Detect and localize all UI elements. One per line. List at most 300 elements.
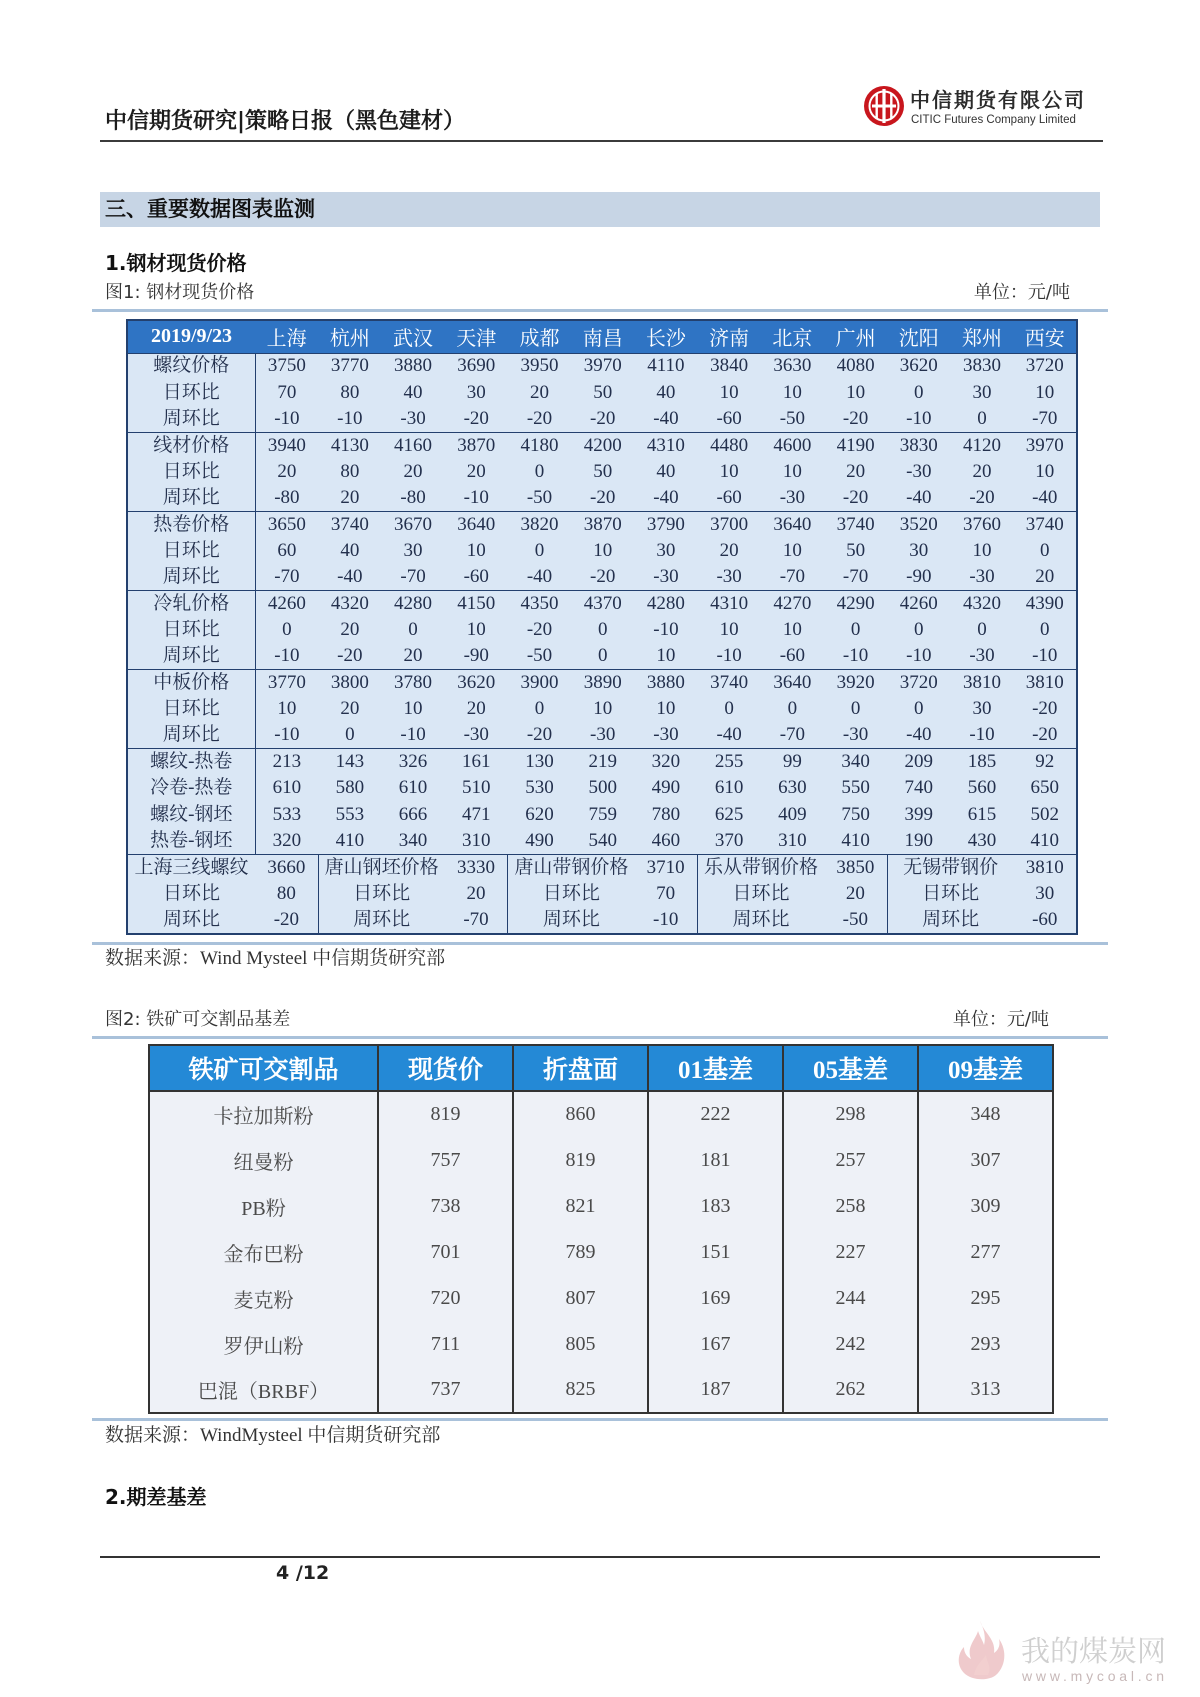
price-value-cell: 10 bbox=[824, 379, 887, 405]
price-value-cell: 0 bbox=[381, 617, 444, 643]
price-value-cell: 10 bbox=[761, 379, 824, 405]
price-value-cell: 0 bbox=[698, 696, 761, 722]
price-value-cell: -50 bbox=[761, 406, 824, 432]
price-value-cell: 3740 bbox=[318, 511, 381, 537]
price-value-cell: 3830 bbox=[887, 432, 950, 458]
extra-label-cell: 日环比 bbox=[698, 881, 824, 907]
price-value-cell: 4160 bbox=[381, 432, 444, 458]
price-value-cell: -80 bbox=[255, 485, 318, 511]
price-value-cell: 430 bbox=[950, 828, 1013, 854]
steel-extra-row bbox=[127, 881, 1077, 907]
price-value-cell: 20 bbox=[445, 459, 508, 485]
subsection-heading-spread: 2.期差基差 bbox=[105, 1485, 207, 1509]
ore-value-cell: 738 bbox=[378, 1183, 513, 1229]
price-value-cell: 4320 bbox=[318, 591, 381, 617]
price-value-cell: 40 bbox=[634, 379, 697, 405]
price-value-cell: 4480 bbox=[698, 432, 761, 458]
price-value-cell: 610 bbox=[381, 775, 444, 801]
extra-label-cell: 周环比 bbox=[127, 907, 255, 933]
steel-extra-row bbox=[127, 854, 1077, 880]
price-value-cell: 20 bbox=[950, 459, 1013, 485]
price-value-cell: -20 bbox=[1014, 722, 1077, 748]
price-value-cell: 30 bbox=[950, 696, 1013, 722]
price-value-cell: 340 bbox=[824, 749, 887, 775]
extra-value-cell: -10 bbox=[634, 907, 697, 933]
price-value-cell: -30 bbox=[761, 485, 824, 511]
extra-label-cell: 乐从带钢价格 bbox=[698, 854, 824, 880]
price-value-cell: -60 bbox=[698, 406, 761, 432]
price-value-cell: 4200 bbox=[571, 432, 634, 458]
ore-value-cell: 860 bbox=[513, 1091, 648, 1137]
figure-unit-ore: 单位：元/吨 bbox=[952, 1009, 1049, 1030]
price-value-cell: 10 bbox=[634, 696, 697, 722]
ore-header-cell: 01基差 bbox=[648, 1045, 783, 1091]
price-value-cell: -10 bbox=[950, 722, 1013, 748]
price-value-cell: 320 bbox=[255, 828, 318, 854]
ore-table-row bbox=[149, 1183, 1053, 1229]
price-value-cell: 10 bbox=[571, 538, 634, 564]
ore-name-cell: 罗伊山粉 bbox=[149, 1321, 378, 1367]
extra-label-cell: 上海三线螺纹 bbox=[127, 854, 255, 880]
price-value-cell: 3900 bbox=[508, 670, 571, 696]
date-header-cell: 2019/9/23 bbox=[127, 320, 255, 353]
extra-value-cell: -50 bbox=[824, 907, 887, 933]
city-header-cell: 杭州 bbox=[318, 320, 381, 353]
price-value-cell: 0 bbox=[824, 696, 887, 722]
price-value-cell: 500 bbox=[571, 775, 634, 801]
row-label-cell: 周环比 bbox=[127, 564, 255, 590]
row-label-cell: 线材价格 bbox=[127, 432, 255, 458]
price-value-cell: 4270 bbox=[761, 591, 824, 617]
extra-value-cell: 70 bbox=[634, 881, 697, 907]
price-value-cell: 610 bbox=[255, 775, 318, 801]
steel-table-row bbox=[127, 591, 1077, 617]
price-value-cell: 4280 bbox=[381, 591, 444, 617]
price-value-cell: 0 bbox=[508, 696, 571, 722]
ore-value-cell: 169 bbox=[648, 1275, 783, 1321]
ore-value-cell: 720 bbox=[378, 1275, 513, 1321]
ore-value-cell: 825 bbox=[513, 1367, 648, 1413]
price-value-cell: -30 bbox=[634, 564, 697, 590]
price-value-cell: -30 bbox=[634, 722, 697, 748]
ore-table-row bbox=[149, 1275, 1053, 1321]
steel-table-row bbox=[127, 485, 1077, 511]
price-value-cell: 320 bbox=[634, 749, 697, 775]
extra-value-cell: 20 bbox=[445, 881, 508, 907]
price-value-cell: -30 bbox=[824, 722, 887, 748]
price-value-cell: 0 bbox=[887, 617, 950, 643]
price-value-cell: 3520 bbox=[887, 511, 950, 537]
city-header-cell: 沈阳 bbox=[887, 320, 950, 353]
price-value-cell: 615 bbox=[950, 802, 1013, 828]
price-value-cell: 185 bbox=[950, 749, 1013, 775]
data-source-note-ore: 数据来源：WindMysteel 中信期货研究部 bbox=[105, 1425, 441, 1446]
price-value-cell: 3620 bbox=[445, 670, 508, 696]
ore-name-cell: 巴混（BRBF） bbox=[149, 1367, 378, 1413]
price-value-cell: 4180 bbox=[508, 432, 571, 458]
extra-value-cell: -70 bbox=[445, 907, 508, 933]
price-value-cell: 10 bbox=[950, 538, 1013, 564]
price-value-cell: 0 bbox=[318, 722, 381, 748]
price-value-cell: 10 bbox=[698, 459, 761, 485]
ore-name-cell: 纽曼粉 bbox=[149, 1137, 378, 1183]
price-value-cell: 3880 bbox=[381, 353, 444, 379]
ore-value-cell: 701 bbox=[378, 1229, 513, 1275]
price-value-cell: 3640 bbox=[761, 511, 824, 537]
extra-value-cell: 30 bbox=[1014, 881, 1077, 907]
price-value-cell: 560 bbox=[950, 775, 1013, 801]
price-value-cell: -10 bbox=[824, 643, 887, 669]
price-value-cell: 3770 bbox=[255, 670, 318, 696]
steel-table-header bbox=[127, 320, 1077, 353]
steel-table-row bbox=[127, 749, 1077, 775]
price-value-cell: -90 bbox=[445, 643, 508, 669]
extra-value-cell: -20 bbox=[255, 907, 318, 933]
ore-value-cell: 187 bbox=[648, 1367, 783, 1413]
price-value-cell: 3760 bbox=[950, 511, 1013, 537]
price-value-cell: -10 bbox=[255, 722, 318, 748]
price-value-cell: 20 bbox=[1014, 564, 1077, 590]
price-value-cell: 3890 bbox=[571, 670, 634, 696]
price-value-cell: -80 bbox=[381, 485, 444, 511]
row-label-cell: 螺纹-热卷 bbox=[127, 749, 255, 775]
price-value-cell: 143 bbox=[318, 749, 381, 775]
steel-spot-price-table bbox=[126, 319, 1078, 935]
row-label-cell: 冷轧价格 bbox=[127, 591, 255, 617]
price-value-cell: 10 bbox=[381, 696, 444, 722]
price-value-cell: -40 bbox=[634, 406, 697, 432]
city-header-cell: 西安 bbox=[1014, 320, 1077, 353]
price-value-cell: 20 bbox=[698, 538, 761, 564]
price-value-cell: 3780 bbox=[381, 670, 444, 696]
price-value-cell: 3810 bbox=[950, 670, 1013, 696]
report-title: 中信期货研究|策略日报（黑色建材） bbox=[105, 109, 466, 134]
price-value-cell: 4260 bbox=[255, 591, 318, 617]
city-header-cell: 郑州 bbox=[950, 320, 1013, 353]
price-value-cell: 80 bbox=[318, 459, 381, 485]
price-value-cell: -20 bbox=[571, 485, 634, 511]
price-value-cell: 490 bbox=[508, 828, 571, 854]
row-label-cell: 周环比 bbox=[127, 406, 255, 432]
price-value-cell: 3640 bbox=[761, 670, 824, 696]
extra-value-cell: 80 bbox=[255, 881, 318, 907]
ore-value-cell: 819 bbox=[513, 1137, 648, 1183]
price-value-cell: 510 bbox=[445, 775, 508, 801]
price-value-cell: 3670 bbox=[381, 511, 444, 537]
price-value-cell: 3810 bbox=[1014, 670, 1077, 696]
ore-value-cell: 295 bbox=[918, 1275, 1053, 1321]
price-value-cell: 0 bbox=[824, 617, 887, 643]
price-value-cell: 533 bbox=[255, 802, 318, 828]
extra-value-cell: 3330 bbox=[445, 854, 508, 880]
price-value-cell: 161 bbox=[445, 749, 508, 775]
ore-value-cell: 293 bbox=[918, 1321, 1053, 1367]
price-value-cell: -20 bbox=[508, 406, 571, 432]
price-value-cell: -30 bbox=[887, 459, 950, 485]
ore-value-cell: 227 bbox=[783, 1229, 918, 1275]
citic-logo bbox=[863, 85, 905, 127]
price-value-cell: -20 bbox=[571, 564, 634, 590]
price-value-cell: 0 bbox=[571, 643, 634, 669]
row-label-cell: 日环比 bbox=[127, 379, 255, 405]
ore-table-row bbox=[149, 1091, 1053, 1137]
extra-label-cell: 周环比 bbox=[508, 907, 634, 933]
price-value-cell: 553 bbox=[318, 802, 381, 828]
price-value-cell: 99 bbox=[761, 749, 824, 775]
ore-table-row bbox=[149, 1321, 1053, 1367]
price-value-cell: 213 bbox=[255, 749, 318, 775]
row-label-cell: 冷卷-热卷 bbox=[127, 775, 255, 801]
price-value-cell: 3630 bbox=[761, 353, 824, 379]
extra-label-cell: 日环比 bbox=[508, 881, 634, 907]
ore-name-cell: 金布巴粉 bbox=[149, 1229, 378, 1275]
ore-name-cell: PB粉 bbox=[149, 1183, 378, 1229]
price-value-cell: 310 bbox=[761, 828, 824, 854]
price-value-cell: 10 bbox=[761, 459, 824, 485]
price-value-cell: 3830 bbox=[950, 353, 1013, 379]
ore-value-cell: 181 bbox=[648, 1137, 783, 1183]
ore-name-cell: 卡拉加斯粉 bbox=[149, 1091, 378, 1137]
price-value-cell: 20 bbox=[318, 485, 381, 511]
price-value-cell: 0 bbox=[950, 617, 1013, 643]
ore-value-cell: 151 bbox=[648, 1229, 783, 1275]
price-value-cell: 20 bbox=[824, 459, 887, 485]
price-value-cell: 3950 bbox=[508, 353, 571, 379]
price-value-cell: 4130 bbox=[318, 432, 381, 458]
price-value-cell: 3740 bbox=[1014, 511, 1077, 537]
extra-value-cell: 3850 bbox=[824, 854, 887, 880]
price-value-cell: -20 bbox=[445, 406, 508, 432]
steel-table-row bbox=[127, 722, 1077, 748]
row-label-cell: 螺纹-钢坯 bbox=[127, 802, 255, 828]
ore-name-cell: 麦克粉 bbox=[149, 1275, 378, 1321]
page-number: 4 /12 bbox=[276, 1562, 330, 1584]
price-value-cell: 50 bbox=[824, 538, 887, 564]
price-value-cell: -60 bbox=[445, 564, 508, 590]
price-value-cell: -10 bbox=[887, 406, 950, 432]
price-value-cell: 3800 bbox=[318, 670, 381, 696]
price-value-cell: 219 bbox=[571, 749, 634, 775]
row-label-cell: 周环比 bbox=[127, 485, 255, 511]
city-header-cell: 长沙 bbox=[634, 320, 697, 353]
row-label-cell: 日环比 bbox=[127, 459, 255, 485]
iron-ore-basis-table bbox=[148, 1044, 1054, 1414]
price-value-cell: 610 bbox=[698, 775, 761, 801]
ore-value-cell: 348 bbox=[918, 1091, 1053, 1137]
price-value-cell: 10 bbox=[634, 643, 697, 669]
row-label-cell: 日环比 bbox=[127, 617, 255, 643]
price-value-cell: 0 bbox=[950, 406, 1013, 432]
price-value-cell: 3620 bbox=[887, 353, 950, 379]
city-header-cell: 广州 bbox=[824, 320, 887, 353]
price-value-cell: 490 bbox=[634, 775, 697, 801]
price-value-cell: 370 bbox=[698, 828, 761, 854]
extra-value-cell: 20 bbox=[824, 881, 887, 907]
price-value-cell: 40 bbox=[634, 459, 697, 485]
price-value-cell: 4290 bbox=[824, 591, 887, 617]
extra-label-cell: 唐山钢坯价格 bbox=[318, 854, 444, 880]
price-value-cell: -10 bbox=[318, 406, 381, 432]
price-value-cell: 502 bbox=[1014, 802, 1077, 828]
price-value-cell: 4390 bbox=[1014, 591, 1077, 617]
flame-icon bbox=[950, 1619, 1010, 1683]
steel-table-row bbox=[127, 379, 1077, 405]
price-value-cell: 30 bbox=[381, 538, 444, 564]
price-value-cell: 399 bbox=[887, 802, 950, 828]
price-value-cell: 20 bbox=[318, 696, 381, 722]
price-value-cell: -20 bbox=[824, 485, 887, 511]
steel-table-row bbox=[127, 353, 1077, 379]
price-value-cell: -10 bbox=[1014, 643, 1077, 669]
price-value-cell: 20 bbox=[318, 617, 381, 643]
price-value-cell: -20 bbox=[950, 485, 1013, 511]
ore-value-cell: 805 bbox=[513, 1321, 648, 1367]
price-value-cell: 3650 bbox=[255, 511, 318, 537]
price-value-cell: 20 bbox=[381, 459, 444, 485]
price-value-cell: 10 bbox=[698, 617, 761, 643]
price-value-cell: 92 bbox=[1014, 749, 1077, 775]
price-value-cell: -40 bbox=[698, 722, 761, 748]
price-value-cell: 4600 bbox=[761, 432, 824, 458]
price-value-cell: 630 bbox=[761, 775, 824, 801]
extra-label-cell: 周环比 bbox=[318, 907, 444, 933]
price-value-cell: 3820 bbox=[508, 511, 571, 537]
price-value-cell: 0 bbox=[887, 696, 950, 722]
price-value-cell: 4310 bbox=[634, 432, 697, 458]
price-value-cell: 3770 bbox=[318, 353, 381, 379]
price-value-cell: 10 bbox=[571, 696, 634, 722]
extra-label-cell: 日环比 bbox=[887, 881, 1013, 907]
price-value-cell: -20 bbox=[824, 406, 887, 432]
price-value-cell: -70 bbox=[381, 564, 444, 590]
price-value-cell: -10 bbox=[255, 406, 318, 432]
price-value-cell: -40 bbox=[508, 564, 571, 590]
price-value-cell: -60 bbox=[761, 643, 824, 669]
price-value-cell: -10 bbox=[634, 617, 697, 643]
price-value-cell: 540 bbox=[571, 828, 634, 854]
price-value-cell: 410 bbox=[824, 828, 887, 854]
ore-header-cell: 09基差 bbox=[918, 1045, 1053, 1091]
price-value-cell: -70 bbox=[761, 722, 824, 748]
price-value-cell: 4080 bbox=[824, 353, 887, 379]
city-header-cell: 南昌 bbox=[571, 320, 634, 353]
citic-emblem-icon bbox=[863, 85, 905, 127]
price-value-cell: 30 bbox=[950, 379, 1013, 405]
city-header-cell: 天津 bbox=[445, 320, 508, 353]
price-value-cell: -30 bbox=[571, 722, 634, 748]
price-value-cell: -90 bbox=[887, 564, 950, 590]
caption-divider bbox=[92, 309, 1108, 312]
price-value-cell: -30 bbox=[698, 564, 761, 590]
price-value-cell: 3750 bbox=[255, 353, 318, 379]
price-value-cell: -20 bbox=[571, 406, 634, 432]
price-value-cell: 4110 bbox=[634, 353, 697, 379]
ore-value-cell: 307 bbox=[918, 1137, 1053, 1183]
extra-label-cell: 唐山带钢价格 bbox=[508, 854, 634, 880]
price-value-cell: 60 bbox=[255, 538, 318, 564]
ore-value-cell: 262 bbox=[783, 1367, 918, 1413]
price-value-cell: 3840 bbox=[698, 353, 761, 379]
watermark-url: www.mycoal.cn bbox=[1022, 1668, 1168, 1684]
price-value-cell: 471 bbox=[445, 802, 508, 828]
price-value-cell: 10 bbox=[761, 538, 824, 564]
ore-value-cell: 258 bbox=[783, 1183, 918, 1229]
ore-value-cell: 757 bbox=[378, 1137, 513, 1183]
price-value-cell: 3920 bbox=[824, 670, 887, 696]
price-value-cell: -30 bbox=[950, 564, 1013, 590]
price-value-cell: -30 bbox=[950, 643, 1013, 669]
ore-table-row bbox=[149, 1367, 1053, 1413]
price-value-cell: 750 bbox=[824, 802, 887, 828]
price-value-cell: 409 bbox=[761, 802, 824, 828]
price-value-cell: 4320 bbox=[950, 591, 1013, 617]
price-value-cell: 10 bbox=[445, 538, 508, 564]
price-value-cell: 30 bbox=[634, 538, 697, 564]
price-value-cell: -20 bbox=[1014, 696, 1077, 722]
price-value-cell: 3690 bbox=[445, 353, 508, 379]
city-header-cell: 武汉 bbox=[381, 320, 444, 353]
price-value-cell: 625 bbox=[698, 802, 761, 828]
price-value-cell: 50 bbox=[571, 459, 634, 485]
price-value-cell: 310 bbox=[445, 828, 508, 854]
price-value-cell: -30 bbox=[381, 406, 444, 432]
price-value-cell: 4310 bbox=[698, 591, 761, 617]
row-label-cell: 日环比 bbox=[127, 538, 255, 564]
price-value-cell: 3940 bbox=[255, 432, 318, 458]
ore-table-header bbox=[149, 1045, 1053, 1091]
footer-divider bbox=[100, 1556, 1100, 1558]
price-value-cell: -40 bbox=[634, 485, 697, 511]
ore-value-cell: 257 bbox=[783, 1137, 918, 1183]
steel-table-row bbox=[127, 775, 1077, 801]
price-value-cell: 10 bbox=[698, 379, 761, 405]
price-value-cell: 0 bbox=[887, 379, 950, 405]
price-value-cell: -40 bbox=[887, 485, 950, 511]
price-value-cell: 20 bbox=[445, 696, 508, 722]
price-value-cell: -70 bbox=[761, 564, 824, 590]
price-value-cell: 255 bbox=[698, 749, 761, 775]
price-value-cell: 460 bbox=[634, 828, 697, 854]
price-value-cell: -70 bbox=[1014, 406, 1077, 432]
price-value-cell: 10 bbox=[1014, 379, 1077, 405]
price-value-cell: 3870 bbox=[445, 432, 508, 458]
price-value-cell: 0 bbox=[255, 617, 318, 643]
price-value-cell: 0 bbox=[1014, 538, 1077, 564]
price-value-cell: 650 bbox=[1014, 775, 1077, 801]
ore-value-cell: 711 bbox=[378, 1321, 513, 1367]
price-value-cell: 0 bbox=[508, 538, 571, 564]
ore-value-cell: 242 bbox=[783, 1321, 918, 1367]
price-value-cell: 3790 bbox=[634, 511, 697, 537]
price-value-cell: 130 bbox=[508, 749, 571, 775]
ore-header-row bbox=[149, 1045, 1053, 1091]
price-value-cell: -20 bbox=[318, 643, 381, 669]
price-value-cell: 3970 bbox=[1014, 432, 1077, 458]
ore-value-cell: 222 bbox=[648, 1091, 783, 1137]
city-header-cell: 成都 bbox=[508, 320, 571, 353]
price-value-cell: 3970 bbox=[571, 353, 634, 379]
ore-value-cell: 819 bbox=[378, 1091, 513, 1137]
subsection-heading-steel: 1.钢材现货价格 bbox=[105, 251, 247, 275]
ore-value-cell: 789 bbox=[513, 1229, 648, 1275]
price-value-cell: 10 bbox=[445, 617, 508, 643]
ore-table-row bbox=[149, 1229, 1053, 1275]
price-value-cell: 30 bbox=[445, 379, 508, 405]
ore-header-cell: 05基差 bbox=[783, 1045, 918, 1091]
row-label-cell: 热卷-钢坯 bbox=[127, 828, 255, 854]
price-value-cell: -40 bbox=[1014, 485, 1077, 511]
price-value-cell: -10 bbox=[255, 643, 318, 669]
